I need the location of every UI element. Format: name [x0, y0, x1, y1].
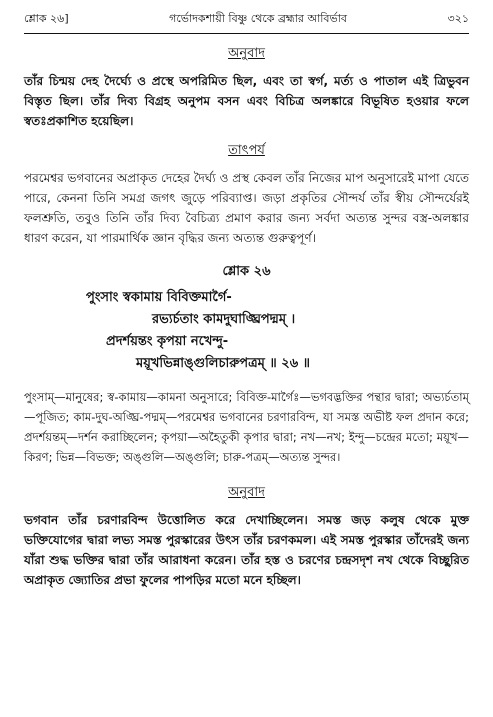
header-verse-ref: শ্লোক ২৬]: [24, 12, 69, 25]
shloka-verse: [24, 287, 469, 375]
verse-line: প্রদর্শয়ন্তং কৃপয়া নখেন্দু-: [106, 334, 229, 349]
purport-heading: তাৎপর্য: [228, 143, 265, 158]
purport-text: পরমেশ্বর ভগবানের অপ্রাকৃত দেহের দৈর্ঘ্য ও প্রস্থ কেবল তাঁর নিজের মাপ অনুসারেই মাপা যেতে পারে, কেননা তিনি সমগ্র জগৎ জুড়ে পরিব্যাপ্ত। জড়া প্রকৃতির সৌন্দর্য তাঁর স্বীয় সৌন্দর্যেরই ফলশ্রুতি, তবুও তিনি তাঁর দিব্য বৈচিত্র্য প্রমাণ করার জন্য সর্বদা অত্যন্ত সুন্দর বস্ত্র-অলঙ্কার ধারণ করেন, যা পারমার্থিক জ্ঞান বৃদ্ধির জন্য অত্যন্ত গুরুত্বপূর্ণ।: [24, 171, 469, 245]
word-meanings: পুংসাম্—মানুষের; স্ব-কামায়—কামনা অনুসারে; বিবিক্ত-মার্গৈঃ—ভগবদ্ভক্তির পন্থার দ্বারা; অভ্যর্চতাম্—পূজিত; কাম-দুঘ-অঙ্ঘ্রি-পদ্মম্—পরমেশ্বর ভগবানের চরণারবিন্দ, যা সমস্ত অভীষ্ট ফল প্রদান করে; প্রদর্শয়ন্তম্—দর্শন করাচ্ছিলেন; কৃপয়া—অহৈতুকী কৃপার দ্বারা; নখ—নখ; ইন্দু—চন্দ্রের মতো; ময়ূখ—কিরণ; ভিন্ন—বিভক্ত; অঙ্গুলি—অঙ্গুলি; চারু-পত্রম্—অত্যন্ত সুন্দর।: [24, 390, 469, 464]
translation-heading-2: অনুবাদ: [228, 485, 265, 500]
page-number: ৩২১: [447, 12, 469, 25]
translation-heading: অনুবাদ: [228, 46, 265, 61]
verse-line: রভ্যর্চতাং কামদুঘাঙ্ঘ্রিপদ্মম্ ।: [152, 312, 296, 327]
header-chapter-title: গর্ভোদকশায়ী বিষ্ণু থেকে ব্রহ্মার আবির্ভাব: [169, 12, 348, 25]
translation-text-2: ভগবান তাঁর চরণারবিন্দ উত্তোলিত করে দেখাচ্ছিলেন। সমস্ত জড় কলুষ থেকে মুক্ত ভক্তিযোগের দ্বারা লভ্য সমস্ত পুরস্কারের উৎস তাঁর চরণকমল। এই সমস্ত পুরস্কার তাঁদেরই জন্য যাঁরা শুদ্ধ ভক্তির দ্বারা তাঁর আরাধনা করেন। তাঁর হস্ত ও চরণের চন্দ্রসদৃশ নখ থেকে বিচ্ছুরিত অপ্রাকৃত জ্যোতির প্রভা ফুলের পাপড়ির মতো মনে হচ্ছিল।: [24, 513, 469, 587]
translation-text: তাঁর চিন্ময় দেহ দৈর্ঘ্যে ও প্রস্থে অপরিমিত ছিল, এবং তা স্বর্গ, মর্ত্য ও পাতাল এই ত্রিভুবন বিস্তৃত ছিল। তাঁর দিব্য বিগ্রহ অনুপম বসন এবং বিচিত্র অলঙ্কারে বিভূষিত হওয়ার ফলে স্বতঃপ্রকাশিত হয়েছিল।: [24, 74, 469, 128]
running-header: [24, 10, 469, 34]
verse-line: ময়ূখভিন্নাঙ্গুলিচারুপত্রম্ ॥ ২৬ ॥: [136, 356, 311, 371]
verse-line: পুংসাং স্বকামায় বিবিক্তমার্গৈ-: [86, 290, 232, 305]
shloka-heading: শ্লোক ২৬: [222, 264, 271, 279]
